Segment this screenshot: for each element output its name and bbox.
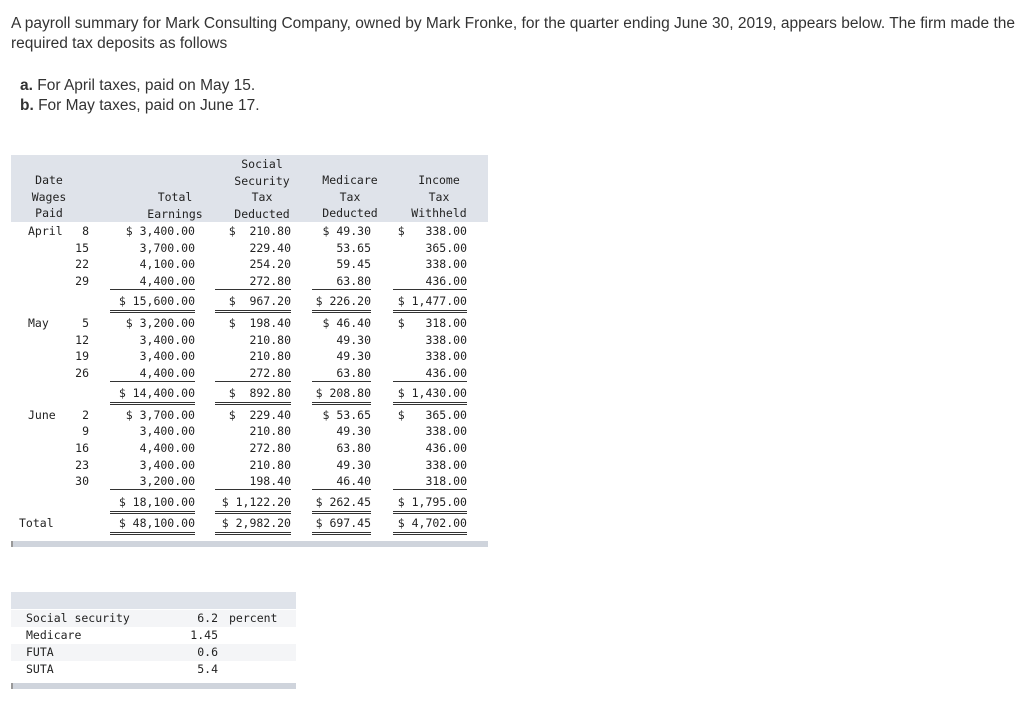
total-label: Total <box>19 515 54 530</box>
total-earnings: $ 48,100.00 <box>110 515 195 535</box>
income-cell: $ 365.00 <box>397 407 467 422</box>
medicare-cell: 63.80 <box>312 365 371 382</box>
rate-value: 0.6 <box>197 645 218 659</box>
income-cell: 338.00 <box>425 457 467 472</box>
earnings-cell: 3,200.00 <box>110 473 195 490</box>
ss-cell: 210.80 <box>249 457 291 472</box>
earnings-cell: 4,400.00 <box>139 441 195 455</box>
ss-cell: 272.80 <box>215 273 291 290</box>
header-income-line: Income <box>418 173 460 187</box>
subtotal-earnings: $ 18,100.00 <box>110 494 195 514</box>
ss-cell: $ 229.40 <box>228 407 291 422</box>
medicare-cell: 49.30 <box>336 457 371 472</box>
header-earnings-line: Earnings <box>147 206 203 221</box>
income-cell: 436.00 <box>393 365 467 382</box>
earnings-cell: 3,700.00 <box>139 240 195 255</box>
table-bottom-bar <box>11 541 488 547</box>
day-cell: 5 <box>82 315 89 330</box>
total-income: $ 4,702.00 <box>393 515 467 535</box>
day-cell: 9 <box>82 424 89 439</box>
income-cell: 338.00 <box>425 349 467 364</box>
subtotal-income: $ 1,477.00 <box>393 293 467 313</box>
ss-cell: 272.80 <box>249 441 291 455</box>
header-ss-line: Social <box>241 157 283 171</box>
income-cell: 338.00 <box>425 424 467 439</box>
header-date-line: Date <box>35 173 63 187</box>
ss-cell: 198.40 <box>215 473 291 490</box>
rate-name: Social security <box>26 611 130 625</box>
day-cell: 29 <box>75 273 89 288</box>
rate-value: 6.2 <box>197 611 218 625</box>
income-cell: $ 338.00 <box>397 224 467 238</box>
subtotal-ss: $ 967.20 <box>215 293 291 313</box>
header-ss-line: Security <box>234 173 290 188</box>
medicare-cell: 49.30 <box>336 349 371 364</box>
header-medicare-line: Medicare <box>322 173 378 187</box>
day-cell: 2 <box>82 407 89 422</box>
medicare-cell: 53.65 <box>336 240 371 255</box>
medicare-cell: $ 46.40 <box>322 315 371 330</box>
day-cell: 30 <box>75 474 89 489</box>
tax-rates-table <box>11 592 296 692</box>
payroll-summary-table <box>11 155 488 549</box>
earnings-cell: 4,400.00 <box>110 365 195 382</box>
month-label: June <box>28 407 56 422</box>
problem-intro: A payroll summary for Mark Consulting Company, owned by Mark Fronke, for the quarter ending June 30, 2019, appears below. The firm made the required tax deposits as follows <box>11 15 1015 52</box>
rate-name: FUTA <box>26 645 54 659</box>
day-cell: 26 <box>75 365 89 380</box>
earnings-cell: 3,400.00 <box>139 349 195 364</box>
header-income-line: Tax <box>428 189 450 204</box>
earnings-cell: 3,400.00 <box>139 457 195 472</box>
medicare-cell: 59.45 <box>336 257 371 272</box>
month-label: May <box>28 315 49 330</box>
earnings-cell: $ 3,700.00 <box>125 407 195 422</box>
deposit-list <box>20 76 260 116</box>
earnings-cell: $ 3,400.00 <box>125 224 195 238</box>
total-ss: $ 2,982.20 <box>215 515 291 535</box>
income-cell: $ 318.00 <box>397 315 467 330</box>
subtotal-medicare: $ 208.80 <box>312 385 371 405</box>
medicare-cell: $ 49.30 <box>322 224 371 238</box>
day-cell: 16 <box>75 441 89 455</box>
subtotal-medicare: $ 262.45 <box>312 494 371 514</box>
day-cell: 23 <box>75 457 89 472</box>
day-cell: 19 <box>75 349 89 364</box>
header-income-line: Withheld <box>411 206 467 220</box>
income-cell: 436.00 <box>393 273 467 290</box>
medicare-cell: 63.80 <box>336 441 371 455</box>
subtotal-medicare: $ 226.20 <box>312 293 371 313</box>
month-label: April <box>28 224 63 238</box>
ss-cell: 229.40 <box>249 240 291 255</box>
rate-value: 1.45 <box>190 628 218 642</box>
header-date-line: Wages <box>31 189 67 204</box>
subtotal-ss: $ 1,122.20 <box>215 494 291 514</box>
income-cell: 338.00 <box>425 257 467 272</box>
ss-cell: $ 198.40 <box>228 315 291 330</box>
earnings-cell: 4,100.00 <box>139 257 195 272</box>
day-cell: 15 <box>75 240 89 255</box>
header-ss-line: Deducted <box>234 206 290 221</box>
day-cell: 22 <box>75 257 89 272</box>
earnings-cell: $ 3,200.00 <box>125 315 195 330</box>
rate-value: 5.4 <box>197 662 218 676</box>
ss-cell: 210.80 <box>249 332 291 347</box>
deposit-item-a: a. For April taxes, paid on May 15. <box>20 77 256 94</box>
day-cell: 12 <box>75 332 89 347</box>
ss-cell: $ 210.80 <box>228 224 291 238</box>
income-cell: 365.00 <box>425 240 467 255</box>
subtotal-earnings: $ 15,600.00 <box>110 293 195 313</box>
ss-cell: 210.80 <box>249 349 291 364</box>
ss-cell: 272.80 <box>215 365 291 382</box>
header-earnings-line: Total <box>157 190 193 204</box>
rate-unit: percent <box>229 611 278 625</box>
header-medicare-line: Tax <box>339 189 361 204</box>
medicare-cell: $ 53.65 <box>322 407 371 422</box>
total-medicare: $ 697.45 <box>312 515 371 535</box>
subtotal-income: $ 1,430.00 <box>393 385 467 405</box>
ss-cell: 210.80 <box>249 424 291 439</box>
rates-header-band <box>11 592 296 609</box>
rates-bottom-bar <box>11 683 296 689</box>
earnings-cell: 3,400.00 <box>139 332 195 347</box>
subtotal-ss: $ 892.80 <box>215 385 291 405</box>
medicare-cell: 46.40 <box>312 473 371 490</box>
rate-name: Medicare <box>26 628 82 642</box>
header-medicare-line: Deducted <box>322 206 378 220</box>
earnings-cell: 3,400.00 <box>139 424 195 439</box>
subtotal-earnings: $ 14,400.00 <box>110 385 195 405</box>
header-date-line: Paid <box>35 206 63 220</box>
header-ss-line: Tax <box>251 190 273 204</box>
earnings-cell: 4,400.00 <box>110 273 195 290</box>
day-cell: 8 <box>82 224 89 238</box>
subtotal-income: $ 1,795.00 <box>393 494 467 514</box>
medicare-cell: 63.80 <box>312 273 371 290</box>
medicare-cell: 49.30 <box>336 332 371 347</box>
income-cell: 318.00 <box>393 473 467 490</box>
income-cell: 436.00 <box>425 441 467 455</box>
deposit-item-b: b. For May taxes, paid on June 17. <box>20 97 260 114</box>
rate-name: SUTA <box>26 662 54 676</box>
ss-cell: 254.20 <box>249 257 291 272</box>
medicare-cell: 49.30 <box>336 424 371 439</box>
income-cell: 338.00 <box>425 332 467 347</box>
